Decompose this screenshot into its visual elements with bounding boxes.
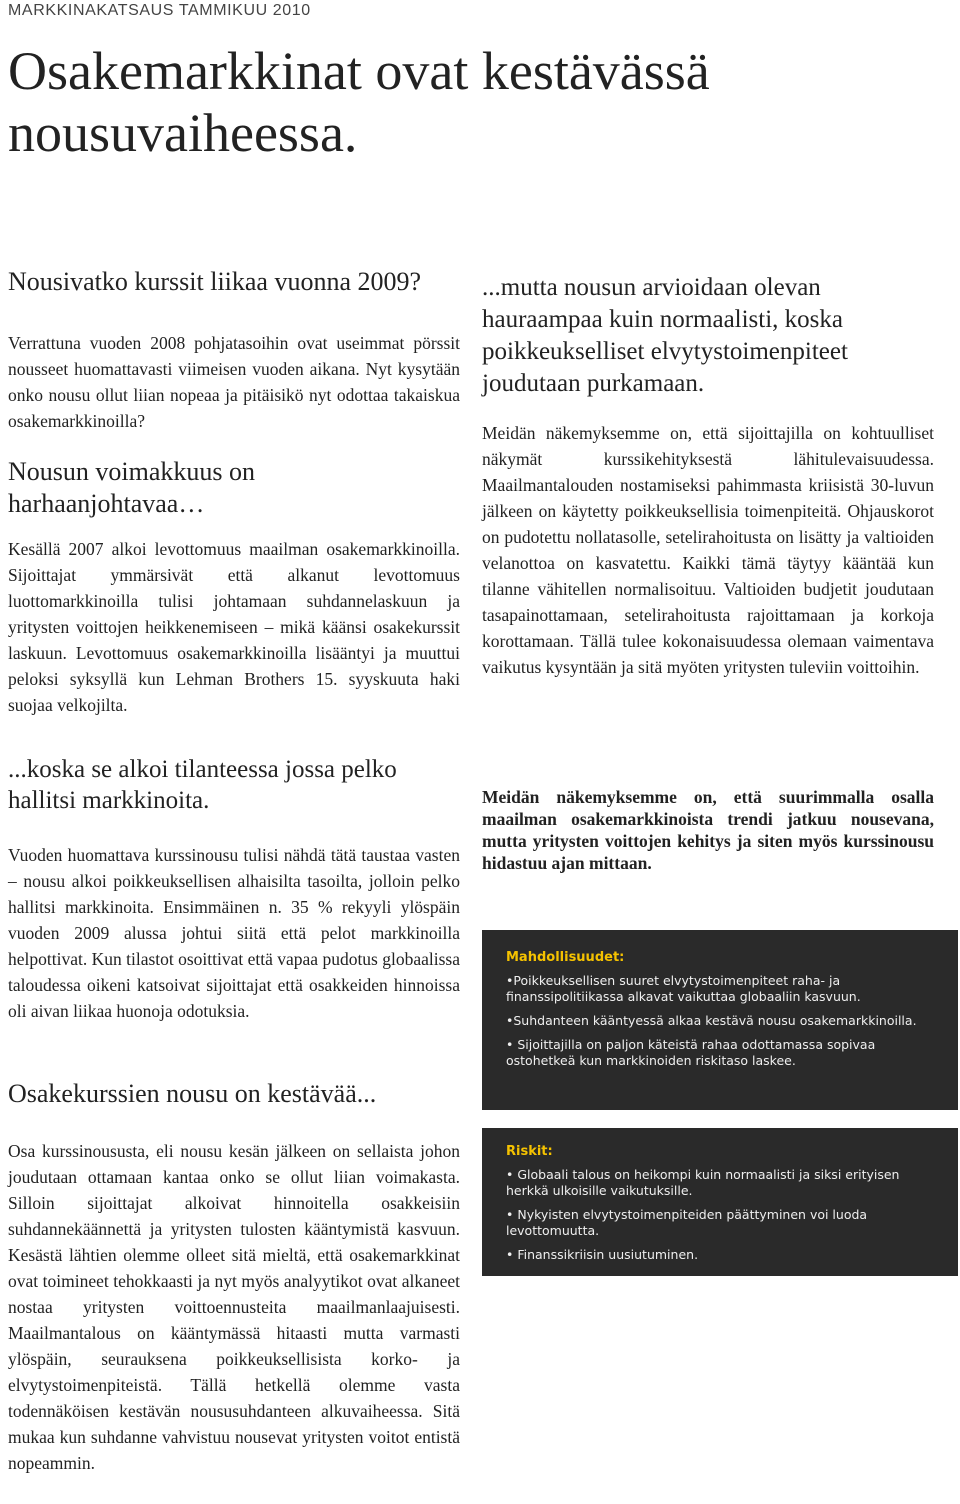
kicker: MARKKINAKATSAUS TAMMIKUU 2010 [8,2,311,19]
risks-title: Riskit: [506,1144,553,1159]
left-section-4-heading [8,1078,460,1110]
risks-box [482,1128,958,1276]
list-item: •Poikkeuksellisen suuret elvytystoimenpiteet raha- ja finanssipolitiikassa alkavat vaikuttaa globaaliin kasvuun. [506,973,861,1004]
paragraph-3: Vuoden huomattava kurssinousu tulisi nähdä tätä taustaa vasten – nousu alkoi poikkeuksellisen alhaisilta tasoilta, jolloin pelko hallitsi markkinoita. Ensimmäinen n. 35 % rekyyli ylöspäin vuoden 2009 alussa johtui siitä että pelot markkinoilla helpottivat. Kun tilastot osoittivat että vapaa pudotus globaalissa taloudessa oikeni katsoivat sijoittajat että osakkeiden hinnoissa oli aivan liikaa huonoja odotuksia. [8,845,461,1021]
list-item: • Globaali talous on heikompi kuin normaalisti ja siksi erityisen herkkä ulkoisille vaikutuksille. [506,1167,900,1198]
left-section-3-heading [8,754,460,816]
page-title: Osakemarkkinat ovat kestävässä nousuvaiheessa. [8,41,710,163]
risks-list [506,1167,938,1263]
right-emphasis-block [482,786,934,874]
section-heading-1: Nousivatko kurssit liikaa vuonna 2009? [8,267,422,296]
section-heading-3: ...koska se alkoi tilanteessa jossa pelko hallitsi markkinoita. [8,756,397,814]
list-item: • Sijoittajilla on paljon käteistä rahaa odottamassa sopivaa ostohetkeä kun markkinoiden riskitaso laskee. [506,1037,876,1068]
left-section-4-body [8,1138,460,1476]
left-section-1-body [8,330,460,434]
list-item: •Suhdanteen kääntyessä alkaa kestävä nousu osakemarkkinoilla. [506,1013,917,1028]
paragraph-4: Osa kurssinoususta, eli nousu kesän jälkeen on sellaista johon joudutaan ottamaan kantaa onko se ollut liian voimakasta. Silloin sijoittajat alkoivat hinnoitella osakkeisiin suhdannekäännettä ja yritysten tulosten kääntymistä kasvuun. Kesästä lähtien olemme olleet sitä mieltä, että osakemarkkinat ovat toimineet tehokkaasti ja nyt myös analyytikot ovat alkaneet nostaa yritysten voittoennusteita maailmanlaajuisesti. Maailmantalous on kääntymässä hitaasti mutta varmasti ylöspäin, seurauksena poikkeuksellisista korko- ja elvytystoimenpiteistä. Tällä hetkellä olemme vasta todennäköisen kestävän noususuhdanteen alkuvaiheessa. Sitä mukaa kun suhdanne vahvistuu nousevat yritysten voitot entistä nopeammin. [8,1141,460,1473]
right-heading-block [482,272,934,400]
left-section-2-heading [8,456,328,520]
left-section-3-body [8,842,460,1024]
list-item: • Finanssikriisin uusiutuminen. [506,1247,699,1262]
emphasis-paragraph: Meidän näkemyksemme on, että suurimmalla osalla maailman osakemarkkinoista trendi jatkuu nousevana, mutta yritysten voittojen kehitys ja siten myös kurssinousu hidastuu ajan mittaan. [482,787,934,873]
section-heading-2: Nousun voimakkuus on harhaanjohtavaa… [8,457,255,518]
right-heading: ...mutta nousun arvioidaan olevan hauraampaa kuin normaalisti, koska poikkeukselliset elvytystoimenpiteet joudutaan purkamaan. [482,274,848,397]
right-body-block [482,420,934,680]
paragraph-2: Kesällä 2007 alkoi levottomuus maailman osakemarkkinoilla. Sijoittajat ymmärsivät että alkanut levottomuus luottomarkkinoilla tulisi johtamaan suhdannelaskuun ja yritysten voittojen heikkenemiseen – mikä käänsi osakekurssit laskuun. Levottomuus osakemarkkinoilla lisääntyi ja muuttui peloksi syksyllä kun Lehman Brothers 15. syyskuuta haki suojaa velkojilta. [8,539,460,715]
left-section-2-body [8,536,460,718]
list-item: • Nykyisten elvytystoimenpiteiden päättyminen voi luoda levottomuutta. [506,1207,868,1238]
paragraph-1: Verrattuna vuoden 2008 pohjatasoihin ovat useimmat pörssit nousseet huomattavasti viimeisen vuoden aikana. Nyt kysytään onko nousu ollut liian nopeaa ja pitäisikö nyt odottaa takaiskua osakemarkkinoilla? [8,333,460,431]
opportunities-box [482,930,958,1110]
right-paragraph: Meidän näkemyksemme on, että sijoittajilla on kohtuulliset näkymät kurssikehityksestä lähitulevaisuudessa. Maailmantalouden nostamiseksi pahimmasta kriisistä 30-luvun jälkeen on käytetty poikkeuksellisia toimenpiteitä. Ohjauskorot on pudotettu nollatasolle, setelirahoitusta on lisätty ja valtioiden velanottoa on kasvatettu. Kaikki tämä täytyy kääntää kun tilanne vähitellen normalisoituu. Valtioiden budjetit joudutaan tasapainottamaan, setelirahoitusta rajoittamaan ja korkoja korottamaan. Tällä tulee kokonaisuudessa olemaan vaimentava vaikutus kysyntään ja sitä myöten yritysten tuleviin voittoihin. [482,423,934,677]
opportunities-list [506,973,938,1069]
opportunities-title: Mahdollisuudet: [506,950,625,965]
section-heading-4: Osakekurssien nousu on kestävää... [8,1079,377,1108]
left-column [8,266,460,298]
